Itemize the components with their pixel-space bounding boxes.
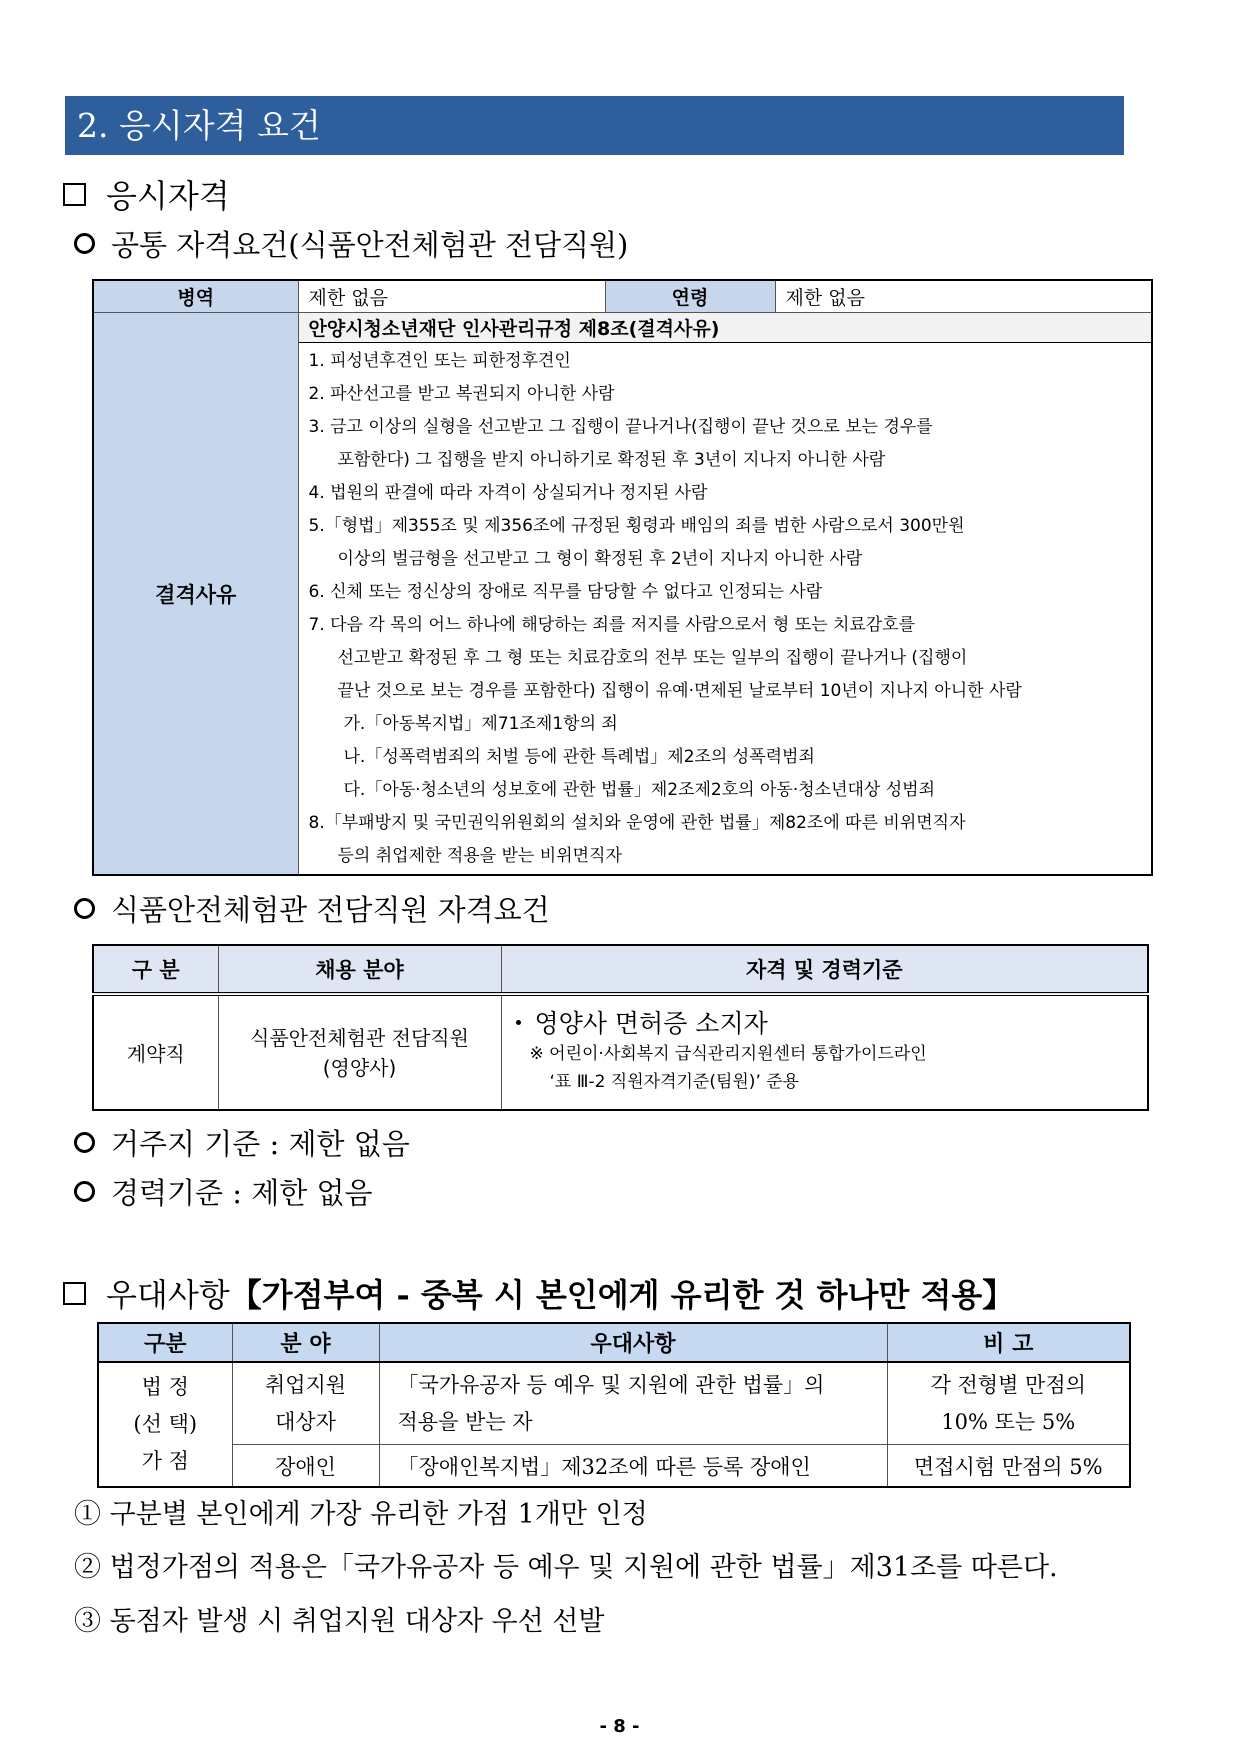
preference-table <box>97 1322 1131 1488</box>
military-label: 병역 <box>93 280 298 313</box>
age-label: 연령 <box>605 280 775 313</box>
qualification-criteria <box>501 994 1148 1110</box>
section-title: 2. 응시자격 요건 <box>77 106 321 145</box>
common-requirements-table <box>92 279 1153 876</box>
preference-heading <box>63 1273 1014 1313</box>
list-item: 5.「형법」제355조 및 제356조에 규정된 횡령과 배임의 죄를 범한 사람으로서 300만원 <box>308 516 965 536</box>
category-line: (선 택) <box>133 1412 198 1436</box>
column-header: 우대사항 <box>379 1323 887 1362</box>
table-header-row <box>93 945 1148 994</box>
recruitment-field-line: 식품안전체험관 전담직원 <box>250 1025 469 1050</box>
section-title-bar <box>65 96 1124 155</box>
table-header-row <box>98 1323 1130 1362</box>
disqualification-title: 안양시청소년재단 인사관리규정 제8조(결격사유) <box>298 313 1152 343</box>
preference-benefit: 「장애인복지법」제32조에 따른 등록 장애인 <box>379 1445 887 1488</box>
staff-requirements-heading <box>74 888 550 928</box>
list-item: 6. 신체 또는 정신상의 장애로 직무를 담당할 수 없다고 인정되는 사람 <box>308 582 823 602</box>
list-item-continuation: 포함한다) 그 집행을 받지 아니하기로 확정된 후 3년이 지나지 아니한 사람 <box>337 450 886 470</box>
criteria-note: ‘표 Ⅲ-2 직원자격기준(팀원)’ 준용 <box>549 1072 800 1092</box>
column-header: 채용 분야 <box>218 945 501 994</box>
page-number: - 8 - <box>599 1716 640 1737</box>
common-requirements-heading <box>74 223 628 263</box>
list-subitem: 가.「아동복지법」제71조제1항의 죄 <box>343 714 618 734</box>
preference-note-2: ② 법정가점의 적용은「국가유공자 등 예우 및 지원에 관한 법률」제31조를 따른다. <box>74 1552 1058 1583</box>
staff-requirements-table <box>92 944 1149 1111</box>
preference-note: 면접시험 만점의 5% <box>887 1445 1130 1488</box>
hollow-circle-icon <box>74 233 95 254</box>
criteria-main-text: 영양사 면허증 소지자 <box>534 1009 768 1038</box>
residence-requirement <box>74 1122 410 1162</box>
column-header: 자격 및 경력기준 <box>501 945 1148 994</box>
category-line: 법 정 <box>141 1375 189 1399</box>
field-line: 취업지원 <box>264 1372 347 1397</box>
list-item-continuation: 이상의 벌금형을 선고받고 그 형이 확정된 후 2년이 지나지 아니한 사람 <box>337 549 863 569</box>
list-item: 7. 다음 각 목의 어느 하나에 해당하는 죄를 저지를 사람으로서 형 또는 치료감호를 <box>308 615 916 635</box>
column-header: 분 야 <box>232 1323 379 1362</box>
residence-requirement-text: 거주지 기준 : 제한 없음 <box>111 1126 410 1161</box>
preference-note-3: ③ 동점자 발생 시 취업지원 대상자 우선 선발 <box>74 1606 605 1637</box>
list-subitem: 나.「성폭력범죄의 처벌 등에 관한 특례법」제2조의 성폭력범죄 <box>343 747 815 767</box>
disqualification-label: 결격사유 <box>93 313 298 876</box>
column-header: 구 분 <box>93 945 218 994</box>
staff-requirements-heading-text: 식품안전체험관 전담직원 자격요건 <box>111 892 550 927</box>
preference-note <box>887 1362 1130 1445</box>
preference-heading-text: 우대사항 <box>106 1276 230 1314</box>
list-item-continuation: 선고받고 확정된 후 그 형 또는 치료감호의 전부 또는 일부의 집행이 끝나거나 (집행이 <box>337 648 968 668</box>
recruitment-field <box>218 994 501 1110</box>
preference-field: 장애인 <box>232 1445 379 1488</box>
checkbox-square-icon <box>63 183 86 206</box>
preference-field <box>232 1362 379 1445</box>
preference-heading-emphasis: 【가점부여 - 중복 시 본인에게 유리한 것 하나만 적용】 <box>229 1276 1015 1314</box>
eligibility-heading-text: 응시자격 <box>106 177 230 215</box>
column-header: 구분 <box>98 1323 232 1362</box>
table-row <box>98 1362 1130 1445</box>
benefit-line: 「국가유공자 등 예우 및 지원에 관한 법률」의 <box>397 1372 825 1397</box>
column-header: 비 고 <box>887 1323 1130 1362</box>
list-item-continuation: 끝난 것으로 보는 경우를 포함한다) 집행이 유예·면제된 날로부터 10년이 지나지 아니한 사람 <box>337 681 1022 701</box>
employment-type: 계약직 <box>93 994 218 1110</box>
field-line: 대상자 <box>275 1409 336 1434</box>
career-requirement <box>74 1171 373 1211</box>
list-item: 3. 금고 이상의 실형을 선고받고 그 집행이 끝나거나(집행이 끝난 것으로 보는 경우를 <box>308 417 933 437</box>
list-item-continuation: 등의 취업제한 적용을 받는 비위면직자 <box>337 846 622 866</box>
recruitment-field-line: (영양사) <box>322 1055 397 1080</box>
disqualification-list <box>298 343 1152 876</box>
career-requirement-text: 경력기준 : 제한 없음 <box>111 1175 373 1210</box>
military-value: 제한 없음 <box>298 280 605 313</box>
age-value: 제한 없음 <box>775 280 1152 313</box>
table-row <box>98 1445 1130 1488</box>
note-line: 각 전형별 만점의 <box>930 1372 1086 1397</box>
hollow-circle-icon <box>74 1132 95 1153</box>
bullet-dot-icon <box>516 1020 521 1025</box>
list-item: 2. 파산선고를 받고 복권되지 아니한 사람 <box>308 384 615 404</box>
list-item: 8.「부패방지 및 국민권익위원회의 설치와 운영에 관한 법률」제82조에 따른 비위면직자 <box>308 813 966 833</box>
checkbox-square-icon <box>63 1282 86 1305</box>
category-line: 가 점 <box>141 1449 189 1473</box>
hollow-circle-icon <box>74 1181 95 1202</box>
preference-note-1: ① 구분별 본인에게 가장 유리한 가점 1개만 인정 <box>74 1499 648 1530</box>
preference-category <box>98 1362 232 1487</box>
table-row <box>93 994 1148 1110</box>
preference-benefit <box>379 1362 887 1445</box>
table-row <box>93 313 1152 343</box>
list-subitem: 다.「아동·청소년의 성보호에 관한 법률」제2조제2호의 아동·청소년대상 성범죄 <box>343 780 936 800</box>
hollow-circle-icon <box>74 898 95 919</box>
table-row <box>93 280 1152 313</box>
list-item: 4. 법원의 판결에 따라 자격이 상실되거나 정지된 사람 <box>308 483 708 503</box>
common-requirements-heading-text: 공통 자격요건(식품안전체험관 전담직원) <box>111 227 629 262</box>
criteria-note: ※ 어린이·사회복지 급식관리지원센터 통합가이드라인 <box>529 1044 927 1064</box>
benefit-line: 적용을 받는 자 <box>397 1409 533 1434</box>
criteria-main-line <box>512 1004 1148 1040</box>
note-line: 10% 또는 5% <box>941 1409 1076 1434</box>
eligibility-heading <box>63 174 230 214</box>
list-item: 1. 피성년후견인 또는 피한정후견인 <box>308 351 571 371</box>
